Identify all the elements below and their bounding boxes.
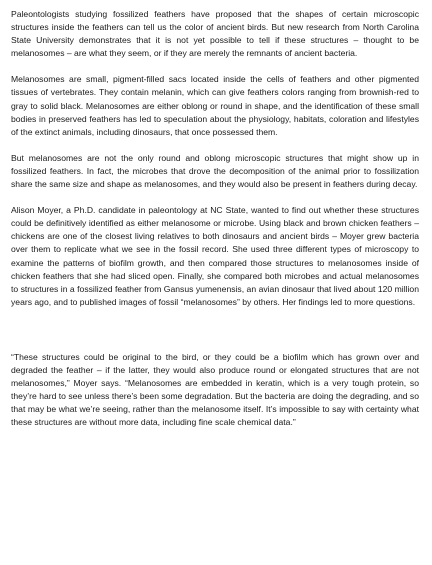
paragraph-melanosomes: Melanosomes are small, pigment-filled sacs located inside the cells of feathers and other pigmented tissues of vertebrates. They contain melanin, which can give feathers colors ranging from brownish-red to gray to solid black. Melanosomes are either oblong or round in shape, and the identification of these small bodies in preserved feathers has led to speculation about the physiology, habitats, coloration and lifestyles of the extinct animals, including dinosaurs, that once possessed them.	[11, 74, 419, 137]
article-body	[11, 8, 419, 429]
paragraph-microbes: But melanosomes are not the only round and oblong microscopic structures that might show up in fossilized feathers. In fact, the microbes that drove the decomposition of the animal prior to fossilization share the same size and shape as melanosomes, and they would also be present in feathers during decay.	[11, 152, 419, 190]
paragraph-intro: Paleontologists studying fossilized feathers have proposed that the shapes of certain microscopic structures inside the feathers can tell us the color of ancient birds. But new research from North Carolina State University demonstrates that it is not yet possible to tell if these structures – thought to be melanosomes – are what they seem, or if they are merely the remnants of ancient bacteria.	[11, 9, 419, 59]
paragraph-quote: “These structures could be original to the bird, or they could be a biofilm which has grown over and degraded the feather – if the latter, they would also produce round or elongated structures that are not melanosomes,” Moyer says. “Melanosomes are embedded in keratin, which is a very tough protein, so they’re hard to see unless there’s been some degradation. But the bacteria are doing the degrading, and so that may be what we’re seeing, rather than the melanosome itself. It’s impossible to say with certainty what these structures are without more data, including fine scale chemical data.”	[11, 351, 419, 428]
paragraph-moyer-research: Alison Moyer, a Ph.D. candidate in paleontology at NC State, wanted to find out whether these structures could be definitively identified as either melanosome or microbe. Using black and brown chicken feathers – chickens are one of the closest living relatives to both dinosaurs and ancient birds – Moyer grew bacteria over them to replicate what we see in the fossil record. She used three different types of microscopy to examine the patterns of biofilm growth, and then compared those structures to melanosomes inside of chicken feathers that she had sliced open. Finally, she compared both microbes and actual melanosomes to structures in a fossilized feather from Gansus yumenensis, an avian dinosaur that lived about 120 million years ago, and to published images of fossil “melanosomes” by others. Her findings led to more questions.	[11, 205, 419, 307]
